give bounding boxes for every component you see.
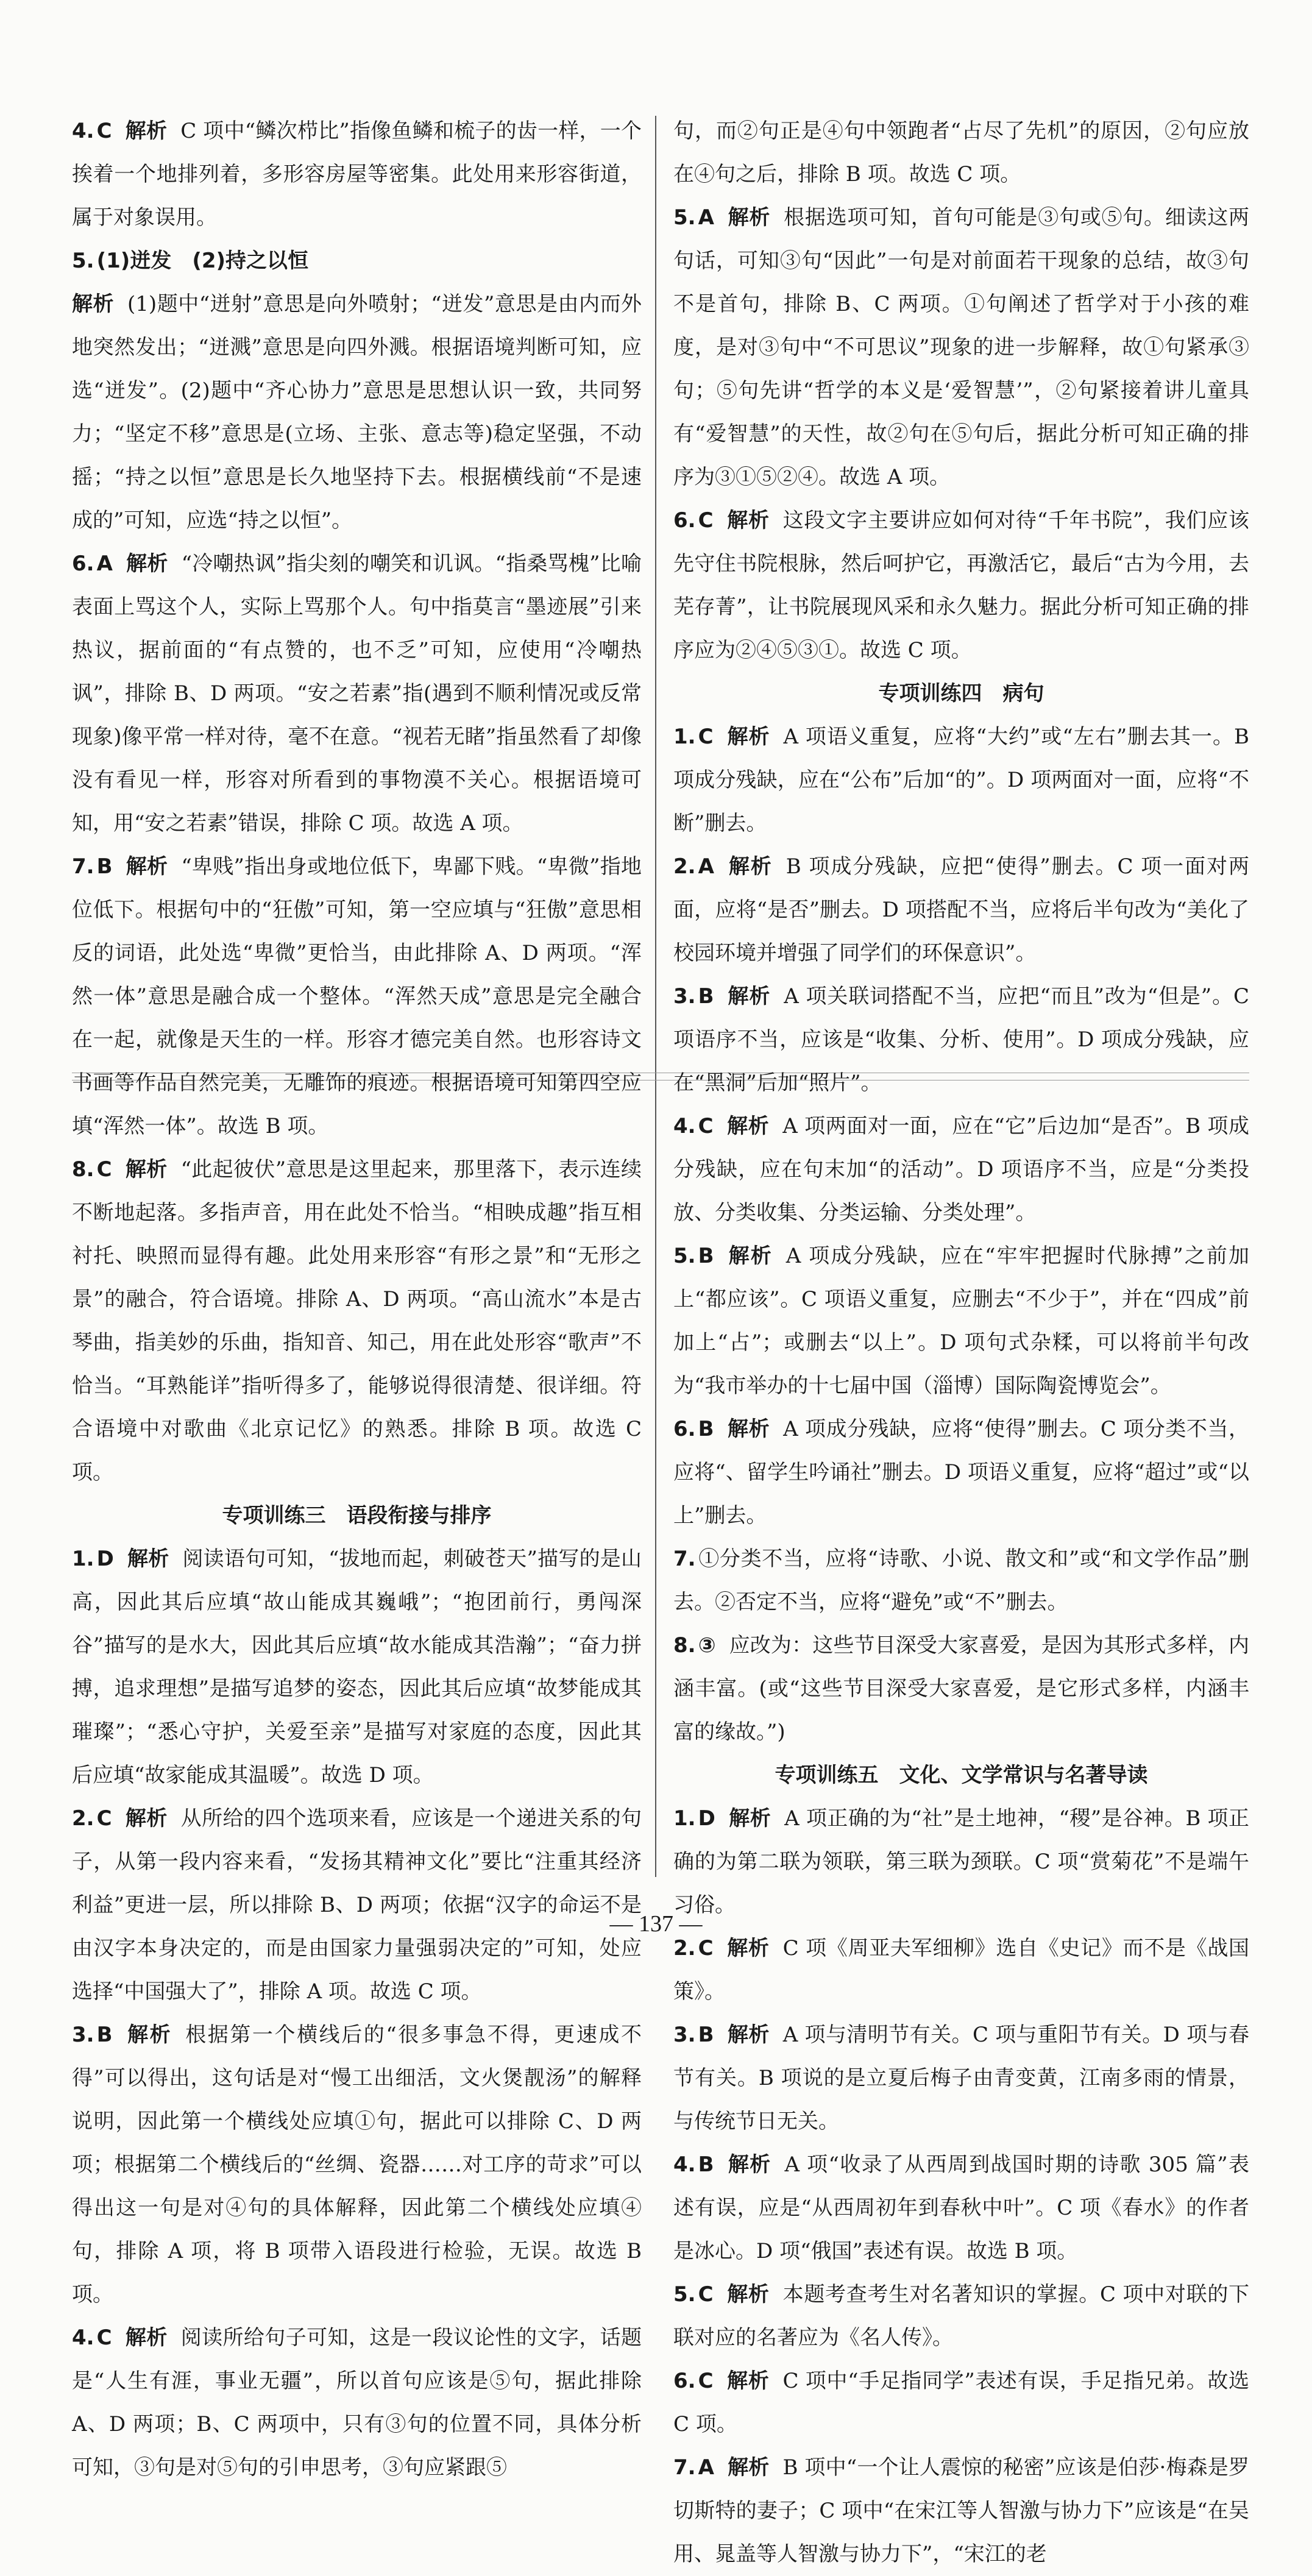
page-number: — 137 — <box>609 1911 703 1937</box>
answer-item: 7. ①分类不当，应将“诗歌、小说、散文和”或“和文学作品”删去。②否定不当，应将“避免”或“不”删去。 <box>673 1547 1249 1614</box>
answer-item: 3. B 解析 A 项关联词搭配不当，应把“而且”改为“但是”。C 项语序不当，应该是“收集、分析、使用”。D 项成分残缺，应在“黑洞”后加“照片”。 <box>673 984 1250 1095</box>
answer-item: 5. B 解析 A 项成分残缺，应在“牢牢把握时代脉搏”之前加上“都应该”。C 项语义重复，应删去“不少于”，并在“四成”前加上“占”；或删去“以上”。D 项句式杂糅，可以将前半句改为“我市举办的十七届中国（淄博）国际陶瓷博览会”。 <box>673 1244 1249 1398</box>
answer-item: 6. B 解析 A 项成分残缺，应将“使得”删去。C 项分类不当，应将“、留学生吟诵社”删去。D 项语义重复，应将“超过”或“以上”删去。 <box>673 1417 1250 1528</box>
answer-item: 6. A 解析 “冷嘲热讽”指尖刻的嘲笑和讥讽。“指桑骂槐”比喻表面上骂这个人，实际上骂那个人。句中指莫言“墨迹展”引来热议，据前面的“有点赞的，也不乏”可知，应使用“冷嘲热讽”，排除 B、D 两项。“安之若素”指(遇到不顺利情况或反常现象)像平常一样对待，毫不在意。“视若无睹”指虽然看了却像没有看见一样，形容对所看到的事物漠不关心。根据语境可知，用“安之若素”错误，排除 C 项。故选 A 项。 <box>72 552 642 836</box>
right-column <box>673 110 1249 2576</box>
answer-item: 8. C 解析 “此起彼伏”意思是这里起来，那里落下，表示连续不断地起落。多指声音，用在此处不恰当。“相映成趣”指互相衬托、映照而显得有趣。此处用来形容“有形之景”和“无形之景”的融合，符合语境。排除 A、D 两项。“高山流水”本是古琴曲，指美妙的乐曲，指知音、知己，用在此处形容“歌声”不恰当。“耳熟能详”指听得多了，能够说得很清楚、很详细。符合语境中对歌曲《北京记忆》的熟悉。排除 B 项。故选 C 项。 <box>72 1157 642 1485</box>
answer-item: 2. C 解析 从所给的四个选项来看，应该是一个递进关系的句子，从第一段内容来看，“发扬其精神文化”要比“注重其经济利益”更进一层，所以排除 B、D 两项；依据“汉字的命运不是由汉字本身决定的，而是由国家力量强弱决定的”可知，处应选择“中国强大了”，排除 A 项。故选 C 项。 <box>72 1806 642 2004</box>
answer-item: 4. C 解析 A 项两面对一面，应在“它”后边加“是否”。B 项成分残缺，应在句末加“的活动”。D 项语序不当，应是“分类投放、分类收集、分类运输、分类处理”。 <box>673 1114 1250 1225</box>
answer-item: 2. C 解析 C 项《周亚夫军细柳》选自《史记》而不是《战国策》。 <box>673 1936 1250 2004</box>
left-column <box>72 110 642 2489</box>
answer-item: 6. C 解析 C 项中“手足指同学”表述有误，手足指兄弟。故选 C 项。 <box>673 2369 1249 2436</box>
answer-item: 4. C 解析 C 项中“鳞次栉比”指像鱼鳞和梳子的齿一样，一个挨着一个地排列着，多形容房屋等密集。此处用来形容街道，属于对象误用。 <box>72 119 642 230</box>
answer-item: 4. C 解析 阅读所给句子可知，这是一段议论性的文字，话题是“人生有涯，事业无疆”，所以首句应该是⑤句，据此排除 A、D 两项；B、C 两项中，只有③句的位置不同，具体分析可知，③句是对⑤句的引申思考，③句应紧跟⑤ <box>72 2326 642 2480</box>
column-divider <box>655 116 656 1877</box>
answer-item: 7. A 解析 B 项中“一个让人震惊的秘密”应该是伯莎·梅森是罗切斯特的妻子；C 项中“在宋江等人智激与协力下”应该是“在吴用、晁盖等人智激与协力下”，“宋江的老 <box>673 2455 1249 2566</box>
continued-text: 句，而②句正是④句中领跑者“占尽了先机”的原因，②句应放在④句之后，排除 B 项。故选 C 项。 <box>673 119 1249 186</box>
answer-item: 7. B 解析 “卑贱”指出身或地位低下，卑鄙下贱。“卑微”指地位低下。根据句中的“狂傲”可知，第一空应填与“狂傲”意思相反的词语，此处选“卑微”更恰当，由此排除 A、D 两项。“浑然一体”意思是融合成一个整体。“浑然天成”意思是完全融合在一起，就像是天生的一样。形容才德完美自然。也形容诗文书画等作品自然完美，无雕饰的痕迹。根据语境可知第四空应填“浑然一体”。故选 B 项。 <box>72 854 642 1138</box>
answer-item: 5. C 解析 本题考查考生对名著知识的掌握。C 项中对联的下联对应的名著应为《名人传》。 <box>673 2282 1250 2350</box>
answer-item: 8. ③ 应改为：这些节目深受大家喜爱，是因为其形式多样，内涵丰富。(或“这些节目深受大家喜爱，是它形式多样，内涵丰富的缘故。”) <box>673 1633 1250 1744</box>
answer-item: 4. B 解析 A 项“收录了从西周到战国时期的诗歌 305 篇”表述有误，应是“从西周初年到春秋中叶”。C 项《春水》的作者是冰心。D 项“俄国”表述有误。故选 B 项。 <box>673 2152 1249 2263</box>
section-title: 专项训练四 病句 <box>878 681 1044 706</box>
section-title: 专项训练三 语段衔接与排序 <box>222 1503 492 1528</box>
answer-item: 6. C 解析 这段文字主要讲应如何对待“千年书院”，我们应该先守住书院根脉，然后呵护它，再激活它，最后“古为今用，去芜存菁”，让书院展现风采和永久魅力。据此分析可知正确的排序应为②④⑤③①。故选 C 项。 <box>673 508 1250 662</box>
section-title: 专项训练五 文化、文学常识与名著导读 <box>775 1763 1148 1787</box>
answer-item: 1. D 解析 阅读语句可知，“拔地而起，刺破苍天”描写的是山高，因此其后应填“故山能成其巍峨”；“抱团前行，勇闯深谷”描写的是水大，因此其后应填“故水能成其浩瀚”；“奋力拼搏，追求理想”是描写追梦的姿态，因此其后应填“故梦能成其璀璨”；“悉心守护，关爱至亲”是描写对家庭的态度，因此其后应填“故家能成其温暖”。故选 D 项。 <box>72 1547 642 1787</box>
answer-item: 5. A 解析 根据选项可知，首句可能是③句或⑤句。细读这两句话，可知③句“因此”一句是对前面若干现象的总结，故③句不是首句，排除 B、C 两项。①句阐述了哲学对于小孩的难度，是对③句中“不可思议”现象的进一步解释，故①句紧承③句；⑤句先讲“哲学的本义是‘爱智慧’”，②句紧接着讲儿童具有“爱智慧”的天性，故②句在⑤句后，据此分析可知正确的排序为③①⑤②④。故选 A 项。 <box>673 205 1250 489</box>
answer-item: 2. A 解析 B 项成分残缺，应把“使得”删去。C 项一面对两面，应将“是否”删去。D 项搭配不当，应将后半句改为“美化了校园环境并增强了同学们的环保意识”。 <box>673 854 1249 965</box>
answer-item: 1. D 解析 A 项正确的为“社”是土地神，“稷”是谷神。B 项正确的为第二联为领联，第三联为颈联。C 项“赏菊花”不是端午习俗。 <box>673 1806 1249 1917</box>
answer-item: 1. C 解析 A 项语义重复，应将“大约”或“左右”删去其一。B 项成分残缺，应在“公布”后加“的”。D 项两面对一面，应将“不断”删去。 <box>673 725 1249 836</box>
answer-item: 解析 (1)题中“迸射”意思是向外喷射；“迸发”意思是由内而外地突然发出；“迸溅”意思是向四外溅。根据语境判断可知，应选“迸发”。(2)题中“齐心协力”意思是思想认识一致，共同努力；“坚定不移”意思是(立场、主张、意志等)稳定坚强，不动摇；“持之以恒”意思是长久地坚持下去。根据横线前“不是速成的”可知，应选“持之以恒”。 <box>72 292 642 533</box>
answer-item: 3. B 解析 A 项与清明节有关。C 项与重阳节有关。D 项与春节有关。B 项说的是立夏后梅子由青变黄，江南多雨的情景，与传统节日无关。 <box>673 2023 1249 2134</box>
answer-item: 3. B 解析 根据第一个横线后的“很多事急不得，更速成不得”可以得出，这句话是对“慢工出细活，文火煲靓汤”的解释说明，因此第一个横线处应填①句，据此可以排除 C、D 两项；根据第二个横线后的“丝绸、瓷器……对工序的苛求”可以得出这一句是对④句的具体解释，因此第二个横线处应填④句，排除 A 项，将 B 项带入语段进行检验，无误。故选 B 项。 <box>72 2023 642 2307</box>
answer-item: 5. (1)迸发 (2)持之以恒 <box>72 249 309 273</box>
